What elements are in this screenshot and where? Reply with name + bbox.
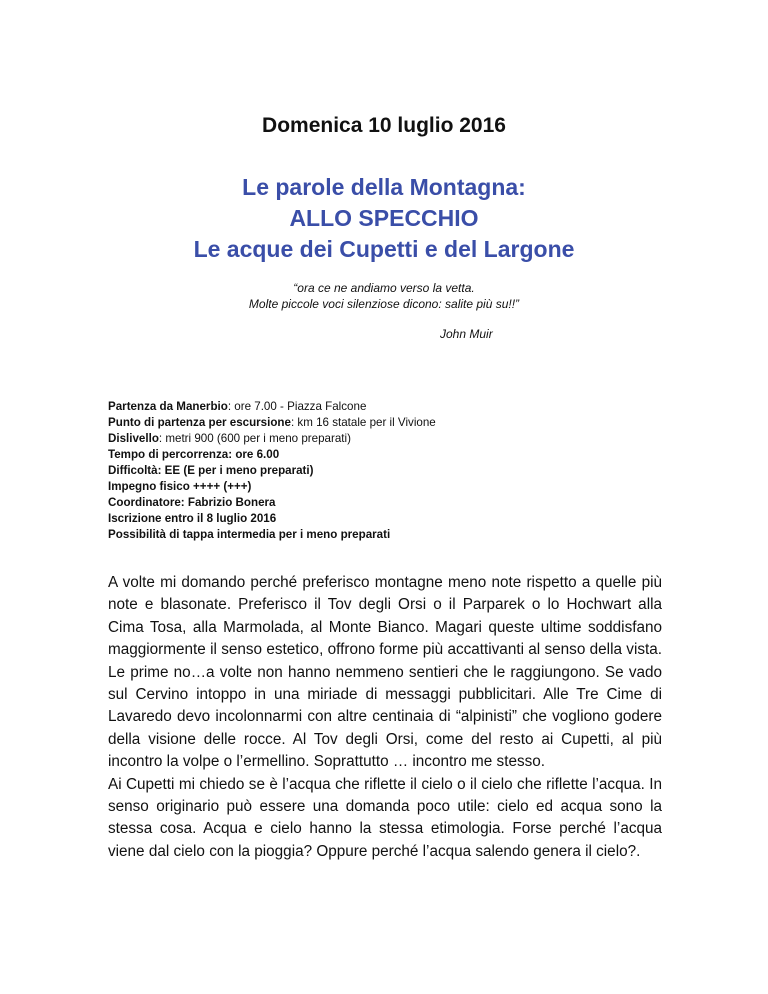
partenza-value: : ore 7.00 - Piazza Falcone: [227, 400, 367, 413]
dislivello-value: : metri 900 (600 per i meno preparati): [158, 432, 351, 445]
partenza-label: Partenza da Manerbio: [108, 400, 228, 413]
body-paragraph-1: A volte mi domando perché preferisco montagne meno note rispetto a quelle più note e blasonate. Preferisco il Tov degli Orsi o il Parparek o lo Hochwart alla Cima Tosa, alla Marmolada, al Monte Bianco. Magari queste ultime soddisfano maggiormente il senso estetico, offrono forme più accattivanti al senso della vista. Le prime no…a volte non hanno nemmeno sentieri che le raggiungono. Se vado sul Cervino intoppo in una miriade di messaggi pubblicitari. Alle Tre Cime di Lavaredo devo incolonnarmi con altre centinaia di “alpinisti” che vogliono godere della visione delle rocce. Al Tov degli Orsi, come del resto ai Cupetti, al più incontro la volpe o l’ermellino. Soprattutto … incontro me stesso.: [108, 574, 662, 771]
body-text: [108, 572, 662, 863]
quote-line-1: “ora ce ne andiamo verso la vetta.: [293, 281, 475, 295]
epigraph-quote: [0, 280, 768, 312]
info-tempo: Tempo di percorrenza: ore 6.00: [108, 448, 280, 461]
title-line-3: Le acque dei Cupetti e del Largone: [193, 236, 575, 262]
punto-label: Punto di partenza per escursione: [108, 416, 291, 429]
title-line-1: Le parole della Montagna:: [242, 174, 526, 200]
quote-line-2: Molte piccole voci silenziose dicono: salite più su!!”: [248, 297, 520, 311]
title-line-2: ALLO SPECCHIO: [289, 205, 479, 231]
body-paragraph-2: Ai Cupetti mi chiedo se è l’acqua che riflette il cielo o il cielo che riflette l’acqua. In senso originario può essere una domanda poco utile: cielo ed acqua sono la stessa cosa. Acqua e cielo hanno la stessa etimologia. Forse perché l’acqua viene dal cielo con la pioggia? Oppure perché l’acqua salendo genera il cielo?.: [108, 775, 662, 860]
punto-value: : km 16 statale per il Vivione: [290, 416, 436, 429]
event-title: [0, 172, 768, 265]
event-info-block: [108, 399, 668, 543]
date-heading: Domenica 10 luglio 2016: [262, 114, 506, 137]
info-partenza: [108, 399, 668, 415]
info-tappa: Possibilità di tappa intermedia per i meno preparati: [108, 528, 391, 541]
info-punto-partenza: [108, 415, 668, 431]
info-iscrizione: Iscrizione entro il 8 luglio 2016: [108, 512, 277, 525]
info-dislivello: [108, 431, 668, 447]
info-coordinatore: Coordinatore: Fabrizio Bonera: [108, 496, 276, 509]
info-impegno: Impegno fisico ++++ (+++): [108, 480, 252, 493]
info-difficolta: Difficoltà: EE (E per i meno preparati): [108, 464, 314, 477]
dislivello-label: Dislivello: [108, 432, 159, 445]
quote-author: John Muir: [440, 327, 493, 341]
